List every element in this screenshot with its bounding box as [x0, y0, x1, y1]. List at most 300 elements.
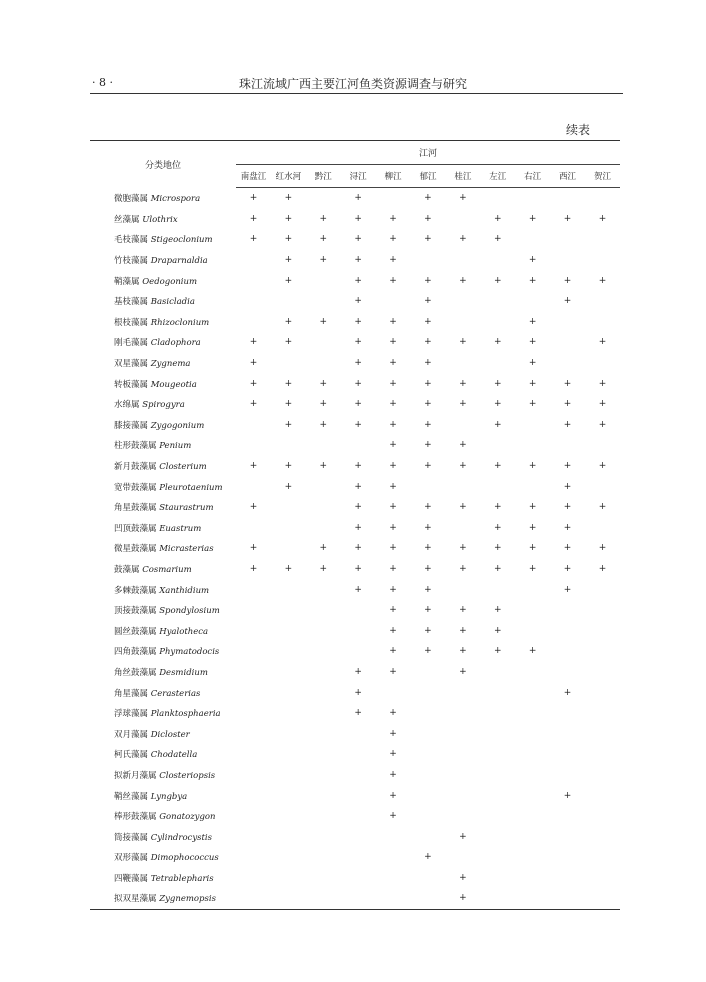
presence-cell: [271, 620, 306, 641]
table-row: [90, 826, 620, 847]
presence-cell: [341, 868, 376, 889]
presence-cell: +: [389, 543, 397, 554]
genus-chinese-name: 微星鼓藻属: [114, 544, 157, 555]
presence-cell: [306, 600, 341, 621]
presence-cell: +: [445, 888, 480, 909]
presence-cell: [445, 785, 480, 806]
genus-latin-name: Spirogyra: [142, 400, 185, 411]
genus-chinese-name: 角丝鼓藻属: [114, 667, 157, 678]
presence-cell: [585, 826, 620, 847]
genus-name-cell: [90, 744, 236, 765]
presence-cell: +: [319, 316, 328, 327]
genus-name-cell: [90, 662, 236, 683]
presence-cell: +: [563, 275, 572, 286]
presence-cell: [271, 353, 306, 374]
presence-cell: +: [354, 563, 362, 574]
genus-chinese-name: 竹枝藻属: [114, 256, 149, 267]
presence-cell: +: [319, 419, 328, 430]
presence-cell: +: [459, 461, 467, 472]
genus-name-cell: [90, 765, 236, 786]
table-row: [90, 270, 620, 291]
table-row: [90, 456, 620, 477]
genus-name-cell: [90, 353, 236, 374]
presence-cell: [550, 703, 585, 724]
presence-cell: [236, 765, 271, 786]
presence-cell: +: [528, 502, 537, 513]
presence-cell: [306, 579, 341, 600]
river-header: 贺江: [585, 165, 620, 188]
table-row: [90, 332, 620, 353]
presence-cell: +: [319, 213, 328, 224]
table-row: [90, 868, 620, 889]
presence-cell: +: [424, 502, 432, 513]
presence-cell: [236, 291, 271, 312]
genus-chinese-name: 凹顶鼓藻属: [114, 523, 157, 534]
presence-cell: [445, 518, 480, 539]
presence-cell: +: [354, 419, 362, 430]
presence-cell: [271, 703, 306, 724]
presence-cell: +: [389, 399, 397, 410]
presence-cell: [236, 888, 271, 909]
genus-name-cell: [90, 518, 236, 539]
presence-cell: [515, 415, 550, 436]
presence-cell: +: [389, 378, 397, 389]
presence-cell: [271, 435, 306, 456]
presence-cell: +: [389, 275, 397, 286]
presence-cell: +: [424, 213, 432, 224]
presence-cell: [585, 744, 620, 765]
presence-cell: +: [389, 646, 397, 657]
table-row: [90, 394, 620, 415]
presence-cell: +: [284, 213, 293, 224]
presence-cell: [585, 723, 620, 744]
presence-cell: [445, 250, 480, 271]
river-header: 郁江: [411, 165, 446, 188]
presence-cell: [515, 682, 550, 703]
genus-latin-name: Cosmarium: [142, 564, 192, 575]
presence-cell: +: [493, 275, 502, 286]
genus-chinese-name: 宽带鼓藻属: [114, 482, 157, 493]
presence-cell: [585, 229, 620, 250]
presence-cell: +: [354, 213, 362, 224]
presence-cell: [306, 353, 341, 374]
presence-cell: +: [563, 213, 572, 224]
presence-cell: [341, 785, 376, 806]
presence-cell: [271, 826, 306, 847]
presence-cell: [306, 785, 341, 806]
presence-cell: [585, 785, 620, 806]
presence-cell: +: [354, 708, 362, 719]
presence-cell: [306, 868, 341, 889]
presence-cell: [480, 579, 515, 600]
presence-cell: +: [528, 316, 537, 327]
presence-cell: [445, 847, 480, 868]
presence-cell: +: [389, 605, 397, 616]
presence-cell: [445, 765, 480, 786]
presence-cell: [271, 682, 306, 703]
table-row: [90, 291, 620, 312]
presence-cell: [445, 209, 480, 230]
presence-cell: +: [528, 337, 537, 348]
presence-cell: [445, 415, 480, 436]
genus-latin-name: Chodatella: [150, 750, 198, 761]
presence-cell: [480, 476, 515, 497]
presence-cell: +: [459, 337, 467, 348]
presence-cell: [515, 620, 550, 641]
presence-cell: +: [528, 399, 537, 410]
presence-cell: [585, 250, 620, 271]
presence-cell: +: [424, 337, 432, 348]
presence-cell: [341, 765, 376, 786]
genus-name-cell: [90, 250, 236, 271]
genus-latin-name: Stigeoclonium: [150, 235, 213, 246]
genus-name-cell: [90, 868, 236, 889]
presence-cell: [515, 785, 550, 806]
presence-cell: +: [563, 563, 572, 574]
presence-cell: +: [493, 419, 502, 430]
presence-cell: +: [389, 666, 397, 677]
table-row: [90, 250, 620, 271]
table-row: [90, 641, 620, 662]
genus-chinese-name: 柯氏藻属: [114, 750, 149, 761]
presence-cell: +: [424, 522, 432, 533]
table-row: [90, 620, 620, 641]
genus-chinese-name: 四角鼓藻属: [114, 647, 157, 658]
genus-chinese-name: 新月鼓藻属: [114, 462, 157, 473]
presence-cell: [585, 641, 620, 662]
presence-cell: +: [284, 481, 293, 492]
presence-cell: [585, 188, 620, 209]
genus-latin-name: Mougeotia: [150, 379, 197, 390]
genus-latin-name: Zygnema: [150, 359, 191, 370]
genus-name-cell: [90, 559, 236, 580]
presence-cell: +: [424, 234, 432, 245]
presence-cell: [376, 847, 411, 868]
presence-cell: [376, 826, 411, 847]
presence-cell: +: [459, 605, 467, 616]
presence-cell: +: [528, 255, 537, 266]
presence-cell: [341, 435, 376, 456]
presence-cell: [550, 765, 585, 786]
presence-cell: [585, 703, 620, 724]
presence-cell: +: [563, 419, 572, 430]
presence-cell: [515, 662, 550, 683]
presence-cell: +: [598, 543, 607, 554]
presence-cell: [341, 641, 376, 662]
presence-cell: [550, 188, 585, 209]
presence-cell: +: [389, 790, 397, 801]
presence-cell: [411, 806, 446, 827]
presence-cell: +: [459, 502, 467, 513]
presence-cell: +: [354, 399, 362, 410]
genus-name-cell: [90, 826, 236, 847]
presence-cell: [271, 579, 306, 600]
presence-cell: [236, 250, 271, 271]
presence-cell: +: [389, 708, 397, 719]
presence-cell: +: [389, 255, 397, 266]
genus-chinese-name: 水绵属: [114, 400, 140, 411]
presence-cell: +: [249, 543, 258, 554]
presence-cell: +: [249, 213, 258, 224]
presence-cell: [411, 785, 446, 806]
presence-cell: [376, 291, 411, 312]
presence-cell: +: [598, 419, 607, 430]
presence-cell: [236, 270, 271, 291]
genus-latin-name: Dimophococcus: [150, 853, 219, 864]
rivers-group-header: 江河: [236, 141, 620, 165]
genus-name-cell: [90, 270, 236, 291]
presence-cell: [445, 703, 480, 724]
presence-cell: +: [424, 461, 432, 472]
presence-cell: +: [424, 584, 432, 595]
genus-latin-name: Cerasterias: [150, 688, 201, 699]
table-row: [90, 415, 620, 436]
presence-cell: [480, 353, 515, 374]
presence-cell: [550, 723, 585, 744]
genus-name-cell: [90, 847, 236, 868]
presence-cell: +: [389, 502, 397, 513]
presence-cell: [271, 497, 306, 518]
presence-cell: [550, 868, 585, 889]
table-row: [90, 806, 620, 827]
presence-cell: +: [249, 461, 258, 472]
presence-cell: [515, 229, 550, 250]
presence-cell: +: [493, 213, 502, 224]
presence-cell: [236, 662, 271, 683]
genus-chinese-name: 圆丝鼓藻属: [114, 626, 157, 637]
table-row: [90, 662, 620, 683]
presence-cell: [480, 888, 515, 909]
presence-cell: [480, 806, 515, 827]
genus-chinese-name: 双星藻属: [114, 359, 149, 370]
table-row: [90, 579, 620, 600]
presence-cell: [306, 518, 341, 539]
presence-cell: +: [284, 461, 293, 472]
presence-cell: +: [354, 234, 362, 245]
genus-name-cell: [90, 312, 236, 333]
presence-cell: [306, 765, 341, 786]
genus-chinese-name: 双形藻属: [114, 853, 149, 864]
presence-cell: +: [493, 646, 502, 657]
presence-cell: +: [459, 666, 467, 677]
presence-cell: +: [459, 831, 467, 842]
presence-cell: [585, 435, 620, 456]
genus-chinese-name: 转板藻属: [114, 379, 149, 390]
presence-cell: [550, 229, 585, 250]
presence-cell: +: [459, 543, 467, 554]
genus-latin-name: Zygnemopsis: [159, 894, 216, 905]
presence-cell: [236, 847, 271, 868]
presence-cell: [480, 435, 515, 456]
presence-cell: +: [389, 316, 397, 327]
presence-cell: +: [598, 399, 607, 410]
genus-chinese-name: 柱形鼓藻属: [114, 441, 157, 452]
genus-latin-name: Gonatozygon: [159, 812, 216, 823]
presence-cell: [585, 353, 620, 374]
presence-cell: +: [528, 213, 537, 224]
genus-chinese-name: 鞘丝藻属: [114, 791, 149, 802]
presence-cell: +: [284, 193, 293, 204]
table-row: [90, 188, 620, 209]
table-group-header-row: [90, 141, 620, 165]
presence-cell: +: [528, 522, 537, 533]
presence-cell: [236, 312, 271, 333]
presence-cell: +: [354, 193, 362, 204]
presence-cell: +: [424, 605, 432, 616]
presence-cell: [585, 518, 620, 539]
genus-latin-name: Microspora: [150, 194, 201, 205]
presence-cell: [585, 662, 620, 683]
presence-cell: [306, 806, 341, 827]
presence-cell: +: [459, 872, 467, 883]
presence-cell: [445, 723, 480, 744]
genus-latin-name: Tetrablepharis: [150, 873, 214, 884]
presence-cell: +: [598, 275, 607, 286]
presence-cell: [306, 641, 341, 662]
presence-cell: +: [319, 461, 328, 472]
presence-cell: +: [389, 522, 397, 533]
presence-cell: +: [459, 234, 467, 245]
genus-name-cell: [90, 229, 236, 250]
presence-cell: +: [598, 461, 607, 472]
genus-chinese-name: 四鞭藻属: [114, 873, 149, 884]
river-header: 南盘江: [236, 165, 271, 188]
presence-cell: [445, 744, 480, 765]
genus-name-cell: [90, 435, 236, 456]
presence-cell: [236, 826, 271, 847]
genus-name-cell: [90, 497, 236, 518]
river-header: 桂江: [445, 165, 480, 188]
presence-cell: +: [493, 502, 502, 513]
presence-cell: +: [528, 563, 537, 574]
presence-cell: [515, 291, 550, 312]
presence-cell: +: [459, 440, 467, 451]
river-header: 浔江: [341, 165, 376, 188]
genus-name-cell: [90, 682, 236, 703]
presence-cell: [236, 641, 271, 662]
presence-cell: +: [354, 316, 362, 327]
genus-latin-name: Desmidium: [159, 667, 208, 678]
presence-cell: [411, 744, 446, 765]
presence-cell: +: [563, 502, 572, 513]
presence-cell: [236, 620, 271, 641]
presence-cell: +: [389, 769, 397, 780]
genus-latin-name: Phymatodocis: [159, 647, 220, 658]
presence-cell: [341, 888, 376, 909]
presence-cell: +: [563, 399, 572, 410]
presence-cell: [271, 641, 306, 662]
table-row: [90, 435, 620, 456]
presence-cell: +: [249, 234, 258, 245]
classification-header: 分类地位: [145, 160, 182, 171]
presence-cell: [306, 476, 341, 497]
presence-cell: +: [249, 378, 258, 389]
presence-cell: [271, 744, 306, 765]
presence-cell: [341, 744, 376, 765]
presence-cell: [411, 868, 446, 889]
genus-name-cell: [90, 785, 236, 806]
presence-cell: +: [424, 316, 432, 327]
presence-cell: +: [598, 378, 607, 389]
presence-cell: +: [563, 584, 572, 595]
genus-chinese-name: 丝藻属: [114, 214, 140, 225]
genus-chinese-name: 根枝藻属: [114, 317, 149, 328]
presence-cell: +: [389, 440, 397, 451]
presence-cell: +: [389, 234, 397, 245]
presence-cell: [585, 888, 620, 909]
genus-name-cell: [90, 291, 236, 312]
presence-cell: +: [319, 563, 328, 574]
presence-cell: [236, 476, 271, 497]
presence-cell: [515, 868, 550, 889]
presence-cell: +: [563, 790, 572, 801]
presence-cell: [480, 723, 515, 744]
presence-cell: [271, 723, 306, 744]
genus-name-cell: [90, 538, 236, 559]
presence-cell: [376, 682, 411, 703]
presence-cell: +: [598, 502, 607, 513]
presence-cell: +: [319, 234, 328, 245]
presence-cell: [306, 703, 341, 724]
genus-latin-name: Hyalotheca: [159, 626, 209, 637]
presence-cell: +: [354, 687, 362, 698]
genus-chinese-name: 鞘藻属: [114, 276, 140, 287]
genus-name-cell: [90, 641, 236, 662]
presence-cell: +: [528, 378, 537, 389]
river-header: 右江: [515, 165, 550, 188]
presence-cell: [515, 744, 550, 765]
presence-cell: +: [459, 193, 467, 204]
presence-cell: +: [424, 296, 432, 307]
presence-cell: [480, 744, 515, 765]
presence-cell: +: [389, 358, 397, 369]
genus-name-cell: [90, 888, 236, 909]
presence-cell: [585, 312, 620, 333]
genus-latin-name: Pleurotaenium: [159, 482, 223, 493]
presence-cell: +: [249, 399, 258, 410]
presence-cell: [341, 826, 376, 847]
genus-latin-name: Euastrum: [159, 523, 202, 534]
presence-cell: +: [493, 563, 502, 574]
presence-cell: [550, 620, 585, 641]
presence-cell: [411, 682, 446, 703]
presence-cell: +: [459, 378, 467, 389]
presence-cell: [306, 826, 341, 847]
genus-name-cell: [90, 806, 236, 827]
presence-cell: [411, 662, 446, 683]
presence-cell: [480, 785, 515, 806]
presence-cell: [306, 744, 341, 765]
presence-cell: [341, 806, 376, 827]
presence-cell: [306, 888, 341, 909]
presence-cell: [515, 847, 550, 868]
presence-cell: [480, 765, 515, 786]
presence-cell: +: [528, 358, 537, 369]
genus-latin-name: Closteriopsis: [159, 770, 216, 781]
presence-cell: [411, 703, 446, 724]
presence-cell: +: [284, 419, 293, 430]
presence-cell: +: [493, 461, 502, 472]
presence-cell: [585, 847, 620, 868]
presence-cell: +: [424, 419, 432, 430]
genus-chinese-name: 毛枝藻属: [114, 235, 149, 246]
genus-name-cell: [90, 456, 236, 477]
table-row: [90, 353, 620, 374]
presence-cell: [550, 847, 585, 868]
presence-cell: [306, 435, 341, 456]
presence-cell: +: [249, 337, 258, 348]
presence-cell: [480, 682, 515, 703]
